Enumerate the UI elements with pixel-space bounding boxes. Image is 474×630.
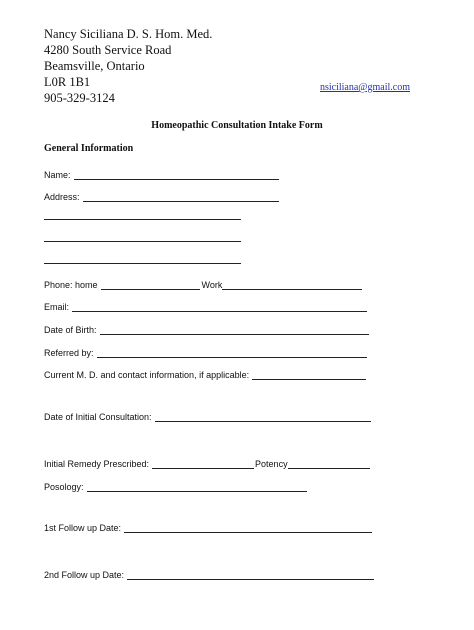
initial-remedy-label: Initial Remedy Prescribed: xyxy=(44,459,150,469)
practitioner-phone: 905-329-3124 xyxy=(44,91,115,105)
followup1-label: 1st Follow up Date: xyxy=(44,523,122,533)
name-field xyxy=(44,166,279,180)
phone-work-input-line[interactable] xyxy=(222,279,362,290)
email-input-line[interactable] xyxy=(72,301,367,312)
section-heading: General Information xyxy=(44,143,134,154)
referred-label: Referred by: xyxy=(44,348,94,358)
address-field xyxy=(44,188,279,202)
followup2-input-line[interactable] xyxy=(127,569,374,580)
address-line-3[interactable] xyxy=(44,241,241,242)
phone-home-input-line[interactable] xyxy=(101,279,200,290)
address-city: Beamsville, Ontario xyxy=(44,59,145,73)
phone-home-label: Phone: home xyxy=(44,280,98,290)
current-md-input-line[interactable] xyxy=(252,369,366,380)
referred-input-line[interactable] xyxy=(97,347,367,358)
name-input-line[interactable] xyxy=(74,169,279,180)
current-md-label: Current M. D. and contact information, if applicable: xyxy=(44,370,250,380)
posology-label: Posology: xyxy=(44,482,84,492)
practitioner-name: Nancy Siciliana D. S. Hom. Med. xyxy=(44,27,213,41)
address-label: Address: xyxy=(44,192,80,202)
potency-input-line[interactable] xyxy=(288,458,370,469)
current-md-field xyxy=(44,366,366,380)
email-field xyxy=(44,298,367,312)
dob-label: Date of Birth: xyxy=(44,325,97,335)
initial-consult-input-line[interactable] xyxy=(155,411,371,422)
address-input-line[interactable] xyxy=(83,191,279,202)
email-link[interactable]: nsiciliana@gmail.com xyxy=(319,82,410,93)
address-street: 4280 South Service Road xyxy=(44,43,172,57)
initial-consult-label: Date of Initial Consultation: xyxy=(44,412,152,422)
dob-field xyxy=(44,321,369,335)
email-label: Email: xyxy=(44,302,70,312)
phone-work-label: Work xyxy=(201,280,223,290)
address-line-4[interactable] xyxy=(44,263,241,264)
referred-field xyxy=(44,344,367,358)
followup2-label: 2nd Follow up Date: xyxy=(44,570,125,580)
name-label: Name: xyxy=(44,170,71,180)
initial-consult-field xyxy=(44,408,371,422)
posology-input-line[interactable] xyxy=(87,481,307,492)
dob-input-line[interactable] xyxy=(100,324,369,335)
followup2-field xyxy=(44,566,374,580)
followup1-field xyxy=(44,519,372,533)
phone-field xyxy=(44,276,362,290)
posology-field xyxy=(44,478,307,492)
potency-label: Potency xyxy=(255,459,288,469)
initial-remedy-input-line[interactable] xyxy=(152,458,254,469)
form-title: Homeopathic Consultation Intake Form xyxy=(151,120,323,131)
followup1-input-line[interactable] xyxy=(124,522,372,533)
address-line-2[interactable] xyxy=(44,219,241,220)
address-postal: L0R 1B1 xyxy=(44,75,91,89)
initial-remedy-field xyxy=(44,455,370,469)
